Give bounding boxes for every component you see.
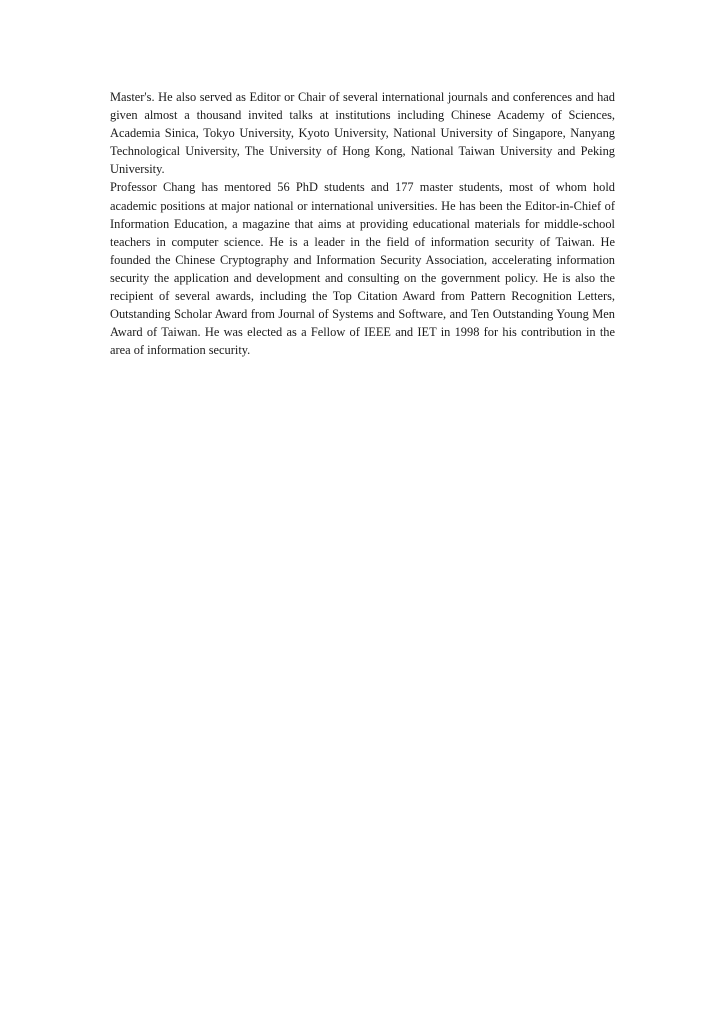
paragraph-mentoring-awards: Professor Chang has mentored 56 PhD students and 177 master students, most of whom hold academic positions at major national or international universities. He has been the Editor-in-Chief of Information Education, a magazine that aims at providing educational materials for middle-school teachers in computer science. He is a leader in the field of information security of Taiwan. He founded the Chinese Cryptography and Information Security Association, accelerating information security the application and development and consulting on the government policy. He is also the recipient of several awards, including the Top Citation Award from Pattern Recognition Letters, Outstanding Scholar Award from Journal of Systems and Software, and Ten Outstanding Young Men Award of Taiwan. He was elected as a Fellow of IEEE and IET in 1998 for his contribution in the area of information security.: [110, 180, 615, 358]
body-text: [110, 88, 615, 359]
paragraph-editorial-roles: Master's. He also served as Editor or Chair of several international journals and conferences and had given almost a thousand invited talks at institutions including Chinese Academy of Sciences, Academia Sinica, Tokyo University, Kyoto University, National University of Singapore, Nanyang Technological University, The University of Hong Kong, National Taiwan University and Peking University.: [110, 90, 615, 177]
